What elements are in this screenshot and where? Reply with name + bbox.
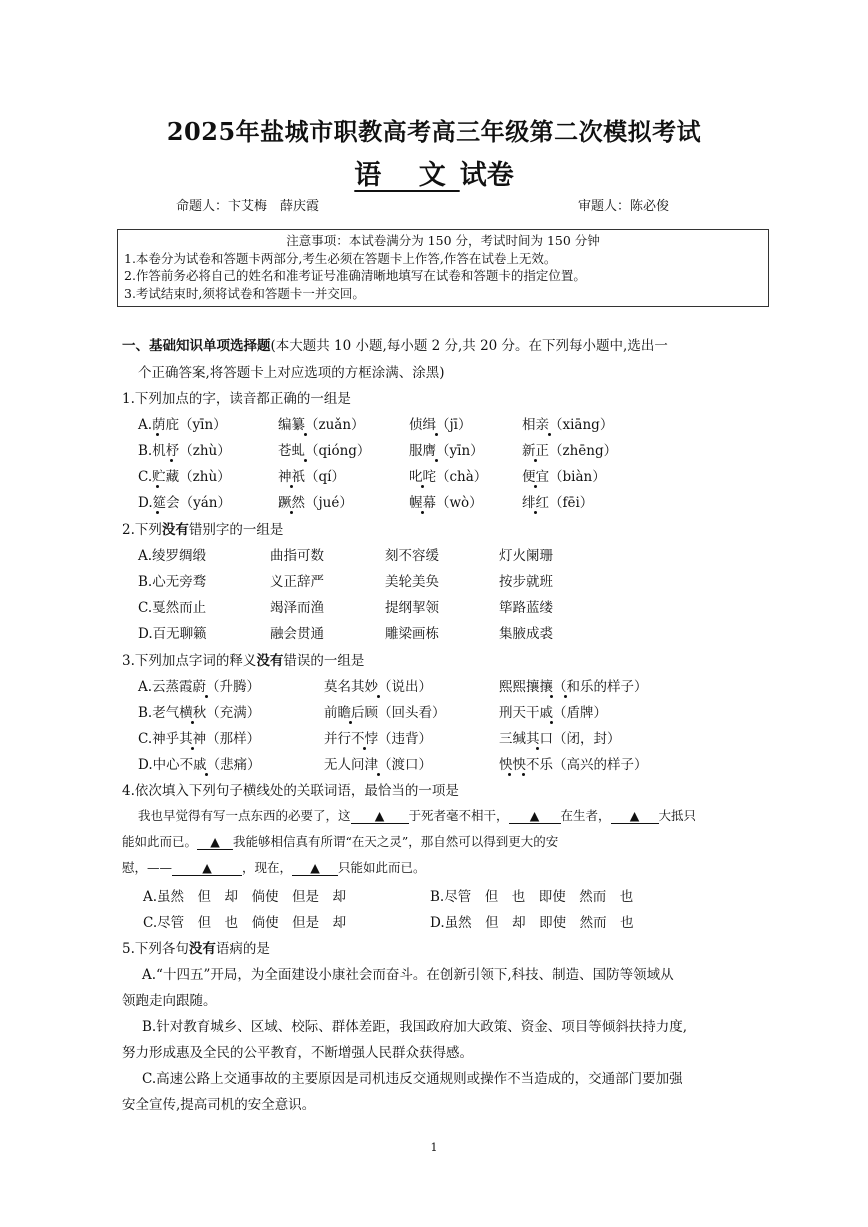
q5-option-c-line-2: 安全宣传,提高司机的安全意识。 bbox=[122, 1097, 316, 1113]
q4-blank: ▲ bbox=[509, 808, 561, 824]
authors-left: 命题人：卞艾梅 薛庆霞 bbox=[176, 199, 320, 214]
q4-text: 大抵只 bbox=[658, 808, 697, 823]
q4-blank: ▲ bbox=[292, 860, 338, 876]
q4-passage-line-3 bbox=[122, 858, 426, 876]
exam-subtitle bbox=[0, 153, 868, 192]
q3-option: 莫名其妙（说出） bbox=[324, 679, 432, 695]
page-number: 1 bbox=[430, 1141, 438, 1154]
q2-stem bbox=[122, 518, 283, 538]
q4-blank: ▲ bbox=[172, 860, 242, 876]
q1-option: B.机杼（zhù） bbox=[138, 443, 231, 459]
q3-stem bbox=[122, 649, 364, 669]
q1-stem: 1.下列加点的字，读音都正确的一组是 bbox=[122, 391, 351, 407]
q3-option: B.老气横秋（充满） bbox=[138, 705, 261, 721]
q4-passage-line-2 bbox=[122, 832, 558, 850]
section-heading-line bbox=[122, 334, 668, 354]
q3-stem-post: 错误的一组是 bbox=[283, 653, 365, 669]
q2-option: 融会贯通 bbox=[270, 626, 324, 642]
q2-stem-emphasis: 没有 bbox=[161, 522, 189, 538]
q4-option: A.虽然 但 却 倘使 但是 却 bbox=[143, 889, 347, 905]
authors-right: 审题人：陈必俊 bbox=[578, 199, 670, 214]
q1-option: 神祇（qí） bbox=[278, 469, 345, 485]
q5-option-a-line-2: 领跑走向跟随。 bbox=[122, 993, 217, 1009]
q5-option-a-line-1: A.“十四五”开局，为全面建设小康社会而奋斗。在创新引领下,科技、制造、国防等领域从 bbox=[142, 967, 674, 983]
section-note: (本大题共 10 小题,每小题 2 分,共 20 分。在下列每小题中,选出一 bbox=[270, 338, 668, 354]
q2-option: 美轮美奂 bbox=[385, 574, 439, 590]
subject-suffix: 试卷 bbox=[459, 160, 514, 191]
q5-stem-emphasis: 没有 bbox=[188, 941, 216, 957]
q2-option: B.心无旁骛 bbox=[138, 574, 207, 590]
q1-option: 侦缉（jī） bbox=[409, 417, 472, 433]
q1-option: 蹶然（jué） bbox=[278, 495, 353, 511]
q4-text: 慰，—— bbox=[122, 860, 173, 875]
q2-option: 灯火阑珊 bbox=[499, 548, 553, 564]
notice-item: 2.作答前务必将自己的姓名和准考证号准确清晰地填写在试卷和答题卡的指定位置。 bbox=[124, 268, 586, 283]
q3-option: 并行不悖（违背） bbox=[324, 731, 432, 747]
q1-option: 幄幕（wò） bbox=[409, 495, 483, 511]
q3-option: 前瞻后顾（回头看） bbox=[324, 705, 446, 721]
q4-passage-line-1 bbox=[138, 806, 696, 824]
q4-text: 我能够相信真有所谓“在天之灵”，那自然可以得到更大的安 bbox=[233, 834, 559, 849]
q1-option: 相亲（xiāng） bbox=[522, 417, 614, 433]
notice-item: 3.考试结束时,须将试卷和答题卡一并交回。 bbox=[124, 285, 365, 301]
q1-option: 苍虬（qióng） bbox=[278, 443, 371, 459]
q2-option: 义正辞严 bbox=[270, 574, 324, 590]
q4-blank: ▲ bbox=[197, 834, 233, 850]
q5-option-c-line-1: C.高速公路上交通事故的主要原因是司机违反交通规则或操作不当造成的，交通部门要加强 bbox=[142, 1071, 683, 1087]
subject-name: 语 文 bbox=[354, 160, 460, 191]
q2-option: 雕梁画栋 bbox=[385, 626, 439, 642]
q2-option: 筚路蓝缕 bbox=[499, 600, 553, 616]
notice-title: 注意事项：本试卷满分为 150 分，考试时间为 150 分钟 bbox=[286, 233, 600, 248]
q2-option: 刻不容缓 bbox=[385, 548, 439, 564]
section-heading: 一、基础知识单项选择题 bbox=[122, 338, 271, 354]
q4-stem: 4.依次填入下列句子横线处的关联词语，最恰当的一项是 bbox=[122, 783, 459, 799]
q1-option: A.荫庇（yīn） bbox=[138, 417, 227, 433]
q3-option: A.云蒸霞蔚（升腾） bbox=[138, 679, 261, 695]
q1-option: C.贮藏（zhù） bbox=[138, 469, 231, 485]
q1-option: 编纂（zuǎn） bbox=[278, 417, 365, 433]
q5-stem-post: 语病的是 bbox=[215, 941, 270, 957]
q3-option: 无人问津（渡口） bbox=[324, 757, 432, 773]
q5-stem-pre: 5.下列各句 bbox=[122, 941, 189, 957]
q3-option: 三缄其口（闭，封） bbox=[499, 731, 621, 747]
q2-option: 曲指可数 bbox=[270, 548, 324, 564]
q5-option-b-line-2: 努力形成惠及全民的公平教育，不断增强人民群众获得感。 bbox=[122, 1045, 473, 1061]
q3-option: 怏怏不乐（高兴的样子） bbox=[499, 757, 648, 773]
q3-option: 刑天干戚（盾牌） bbox=[499, 705, 607, 721]
q3-stem-pre: 3.下列加点字词的释义 bbox=[122, 653, 257, 669]
q3-option: 熙熙攘攘（和乐的样子） bbox=[499, 679, 648, 695]
q1-option: 服膺（yīn） bbox=[409, 443, 484, 459]
notice-box bbox=[117, 229, 769, 307]
q1-option: 绯红（fēi） bbox=[522, 495, 594, 511]
q2-option: C.戛然而止 bbox=[138, 600, 207, 616]
q2-stem-post: 错别字的一组是 bbox=[188, 522, 284, 538]
q1-option: 便宜（biàn） bbox=[522, 469, 606, 485]
q3-option: C.神乎其神（那样） bbox=[138, 731, 261, 747]
q5-option-b-line-1: B.针对教育城乡、区域、校际、群体差距，我国政府加大政策、资金、项目等倾斜扶持力度, bbox=[142, 1019, 688, 1035]
q4-text: 只能如此而已。 bbox=[338, 860, 426, 875]
q4-option: B.尽管 但 也 即使 然而 也 bbox=[430, 889, 634, 905]
q2-option: 提纲挈领 bbox=[385, 600, 439, 616]
q4-option: C.尽管 但 也 倘使 但是 却 bbox=[143, 915, 347, 931]
q2-option: A.绫罗绸缎 bbox=[138, 548, 207, 564]
q1-option: 叱咤（chà） bbox=[409, 469, 488, 485]
q1-option: D.筵会（yán） bbox=[138, 495, 232, 511]
q2-option: 按步就班 bbox=[499, 574, 553, 590]
q4-blank: ▲ bbox=[611, 808, 659, 824]
q2-option: 竭泽而渔 bbox=[270, 600, 324, 616]
q2-stem-pre: 2.下列 bbox=[122, 522, 162, 538]
q4-text: 我也早觉得有写一点东西的必要了，这 bbox=[138, 808, 351, 823]
q2-option: 集腋成裘 bbox=[499, 626, 553, 642]
q4-text: ，现在， bbox=[242, 860, 293, 875]
notice-item: 1.本卷分为试卷和答题卡两部分,考生必须在答题卡上作答,作答在试卷上无效。 bbox=[124, 250, 557, 266]
q3-stem-emphasis: 没有 bbox=[256, 653, 284, 669]
q4-text: 在生者， bbox=[560, 808, 611, 823]
q5-stem bbox=[122, 937, 270, 957]
q4-text: 能如此而已。 bbox=[122, 834, 198, 849]
q4-blank: ▲ bbox=[351, 808, 409, 824]
exam-title: 2025年盐城市职教高考高三年级第二次模拟考试 bbox=[166, 117, 702, 146]
q1-option: 新正（zhēng） bbox=[522, 443, 618, 459]
q2-option: D.百无聊籁 bbox=[138, 626, 207, 642]
q4-option: D.虽然 但 却 即使 然而 也 bbox=[430, 915, 634, 931]
section-note-2: 个正确答案,将答题卡上对应选项的方框涂满、涂黑) bbox=[138, 365, 445, 381]
q4-text: 于死者毫不相干， bbox=[408, 808, 509, 823]
q3-option: D.中心不戚（悲痛） bbox=[138, 757, 261, 773]
